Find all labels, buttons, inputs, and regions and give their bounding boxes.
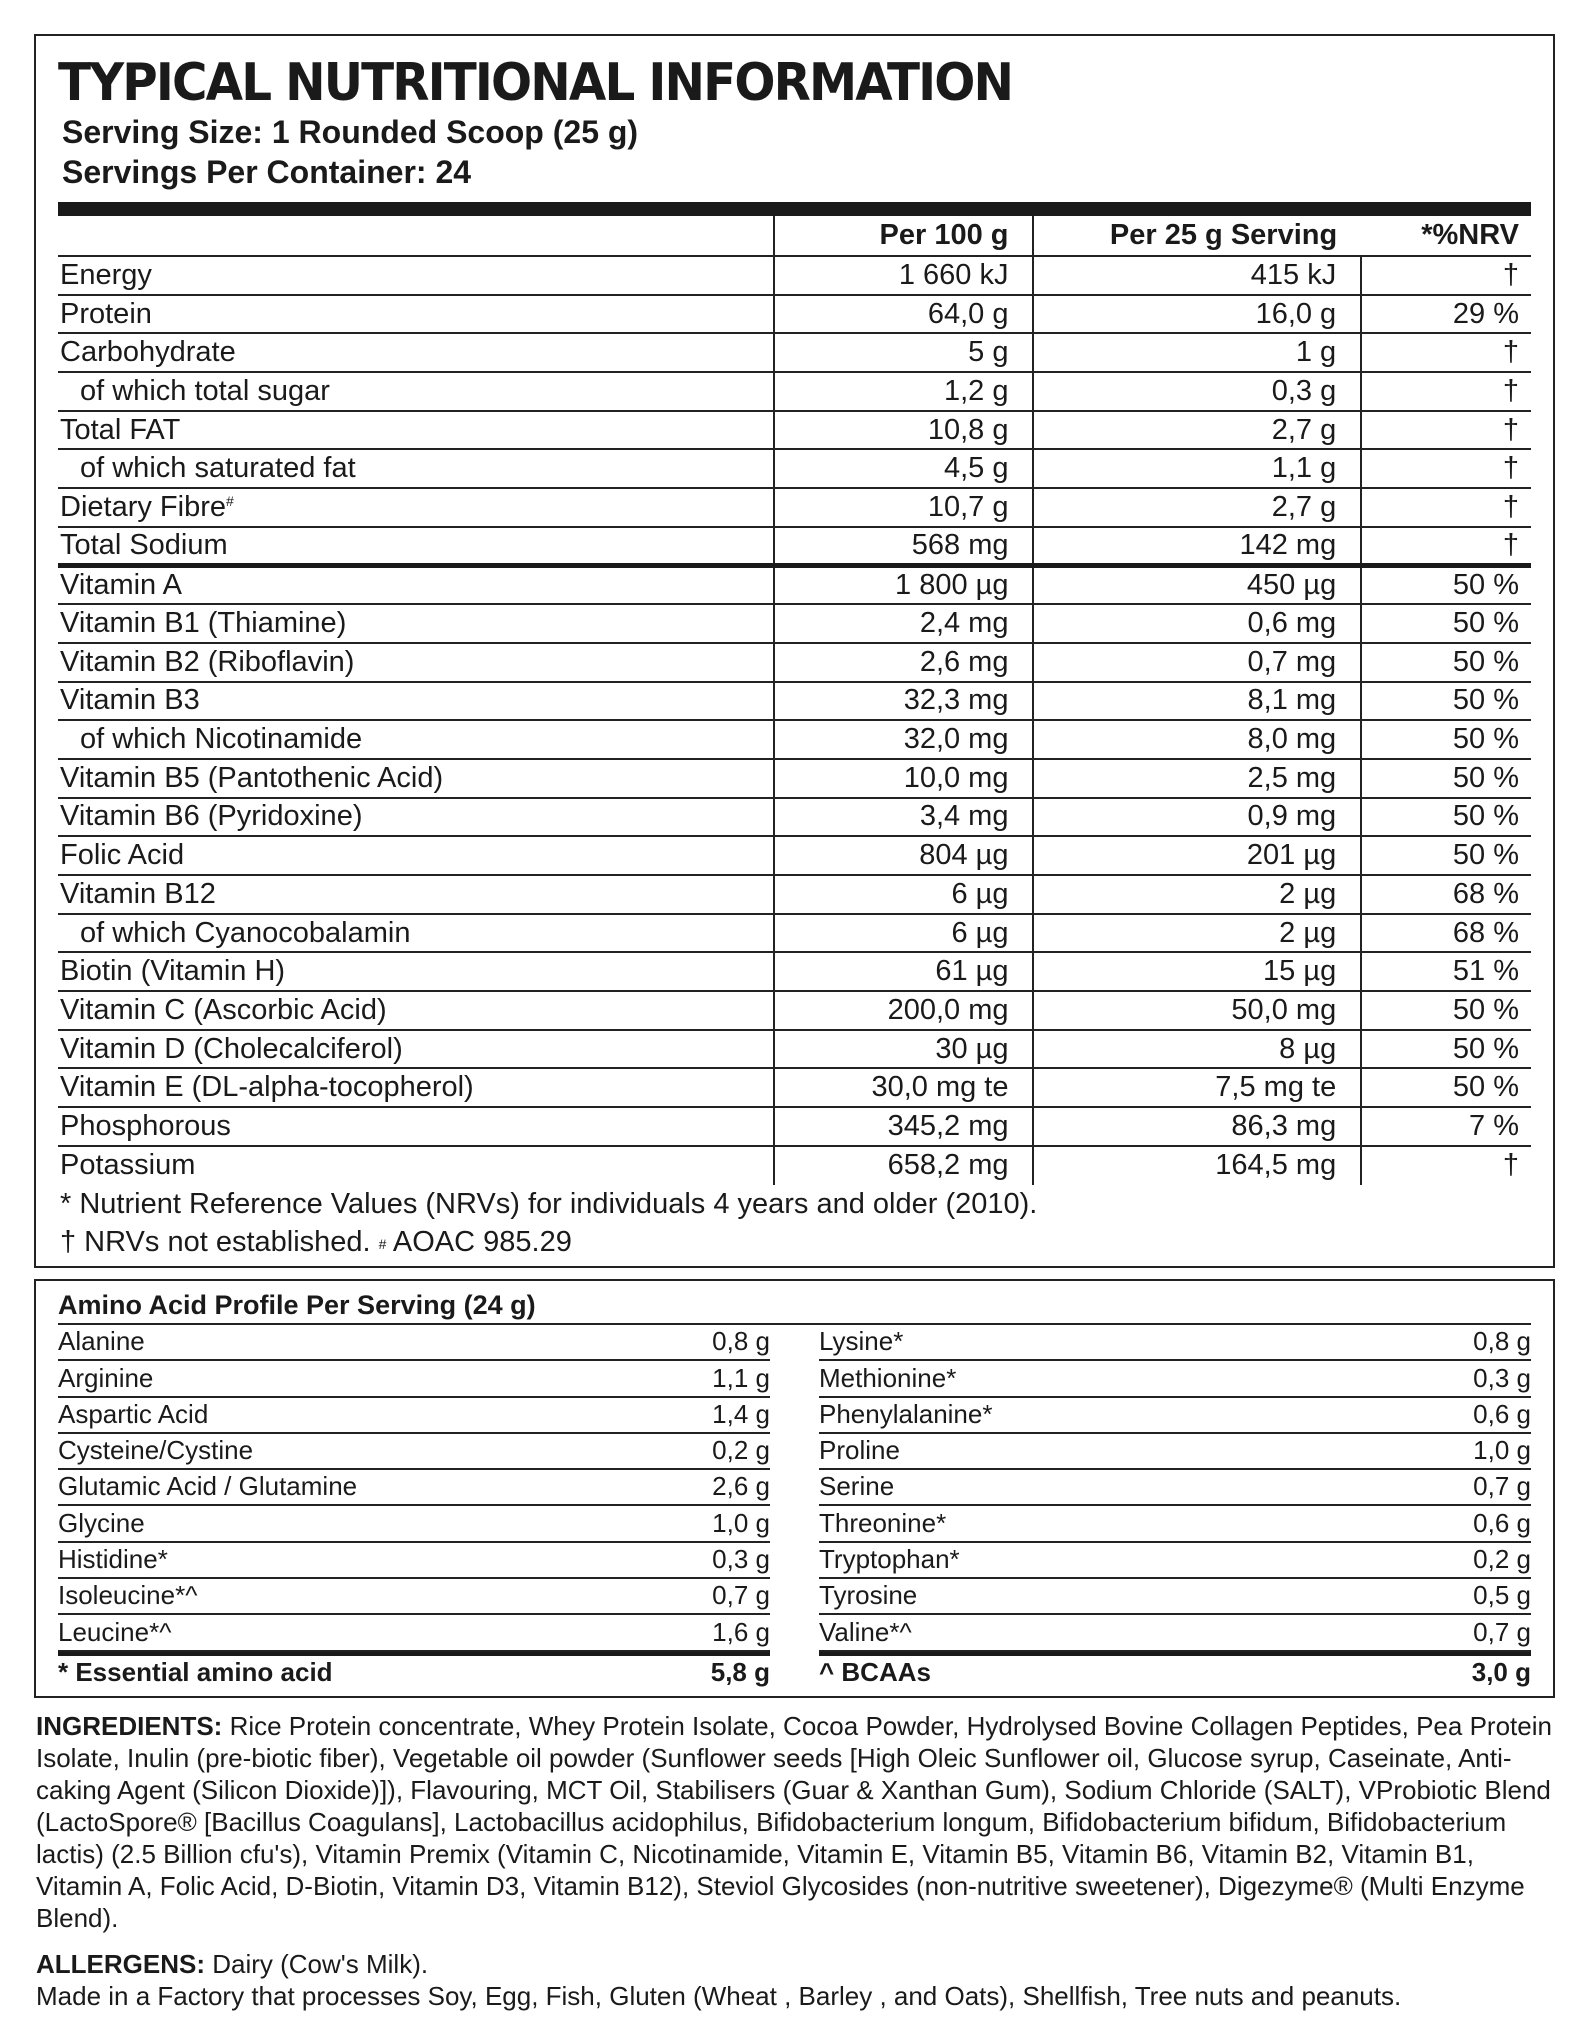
nutrient-per-100g: 30 µg bbox=[774, 1030, 1034, 1069]
nutrient-per-100g: 10,8 g bbox=[774, 411, 1034, 450]
nutrient-name: Folic Acid bbox=[58, 836, 774, 875]
nutrient-per-serving: 142 mg bbox=[1033, 527, 1361, 566]
nutrient-per-serving: 8,0 mg bbox=[1033, 720, 1361, 759]
nutrition-row bbox=[58, 295, 1531, 334]
nutrition-row bbox=[58, 1068, 1531, 1107]
amino-value: 0,7 g bbox=[712, 1580, 770, 1611]
nutrient-per-100g: 10,7 g bbox=[774, 488, 1034, 527]
footnote-hash: # bbox=[378, 1235, 387, 1252]
nutrition-row bbox=[58, 914, 1531, 953]
nutrient-per-100g: 5 g bbox=[774, 333, 1034, 372]
amino-name: Lysine* bbox=[819, 1326, 904, 1357]
nutrient-name: Vitamin B6 (Pyridoxine) bbox=[58, 798, 774, 837]
allergens-section bbox=[36, 1948, 1556, 2012]
nutrient-per-serving: 7,5 mg te bbox=[1033, 1068, 1361, 1107]
amino-value: 0,7 g bbox=[1473, 1471, 1531, 1502]
amino-name: Alanine bbox=[58, 1326, 145, 1357]
amino-row bbox=[819, 1361, 1531, 1397]
amino-total-row bbox=[819, 1652, 1531, 1690]
amino-total-row bbox=[58, 1652, 770, 1690]
nutrient-nrv: 50 % bbox=[1361, 720, 1531, 759]
nutrient-per-serving: 2,5 mg bbox=[1033, 759, 1361, 798]
nutrient-per-100g: 3,4 mg bbox=[774, 798, 1034, 837]
amino-row bbox=[58, 1579, 770, 1615]
nutrition-row bbox=[58, 1030, 1531, 1069]
nutrient-name: Vitamin E (DL-alpha-tocopherol) bbox=[58, 1068, 774, 1107]
nutrient-nrv: 50 % bbox=[1361, 798, 1531, 837]
allergens-text: Dairy (Cow's Milk). bbox=[205, 1949, 429, 1979]
amino-total-name: ^ BCAAs bbox=[819, 1656, 931, 1687]
amino-value: 0,5 g bbox=[1473, 1580, 1531, 1611]
nutrient-per-100g: 804 µg bbox=[774, 836, 1034, 875]
nutrient-nrv: 50 % bbox=[1361, 1068, 1531, 1107]
amino-row bbox=[58, 1434, 770, 1470]
nutrient-name: Vitamin B2 (Riboflavin) bbox=[58, 643, 774, 682]
nutrient-per-100g: 6 µg bbox=[774, 914, 1034, 953]
nutrient-per-serving: 2 µg bbox=[1033, 914, 1361, 953]
amino-row bbox=[58, 1361, 770, 1397]
amino-row bbox=[819, 1615, 1531, 1651]
amino-column-right bbox=[819, 1325, 1531, 1690]
amino-value: 1,0 g bbox=[712, 1507, 770, 1538]
amino-name: Leucine*^ bbox=[58, 1616, 172, 1647]
nutrition-row bbox=[58, 372, 1531, 411]
nutrition-row bbox=[58, 604, 1531, 643]
nutrient-name: Total FAT bbox=[58, 411, 774, 450]
serving-size: Serving Size: 1 Rounded Scoop (25 g) bbox=[62, 114, 639, 150]
nutrient-name: of which total sugar bbox=[58, 372, 774, 411]
amino-name: Proline bbox=[819, 1435, 900, 1466]
footnote-not-established bbox=[58, 1223, 1531, 1261]
ingredients-label: INGREDIENTS: bbox=[36, 1711, 223, 1741]
column-header-per-serving: Per 25 g Serving bbox=[1033, 216, 1361, 256]
nutrient-nrv: † bbox=[1361, 256, 1531, 295]
amino-value: 1,0 g bbox=[1473, 1435, 1531, 1466]
nutrient-per-100g: 10,0 mg bbox=[774, 759, 1034, 798]
header-divider bbox=[58, 202, 1531, 216]
nutrient-name: of which Cyanocobalamin bbox=[58, 914, 774, 953]
nutrition-row bbox=[58, 875, 1531, 914]
nutrition-row bbox=[58, 411, 1531, 450]
amino-row bbox=[819, 1579, 1531, 1615]
nutrient-superscript: # bbox=[226, 492, 234, 509]
nutrient-name: Vitamin B12 bbox=[58, 875, 774, 914]
amino-row bbox=[819, 1543, 1531, 1579]
nutrient-per-serving: 2 µg bbox=[1033, 875, 1361, 914]
amino-value: 1,6 g bbox=[712, 1616, 770, 1647]
amino-total-name: * Essential amino acid bbox=[58, 1656, 333, 1687]
nutrient-nrv: † bbox=[1361, 333, 1531, 372]
amino-row bbox=[58, 1470, 770, 1506]
nutrient-per-100g: 658,2 mg bbox=[774, 1146, 1034, 1185]
nutrition-row bbox=[58, 682, 1531, 721]
nutrient-per-100g: 6 µg bbox=[774, 875, 1034, 914]
nutrient-per-100g: 568 mg bbox=[774, 527, 1034, 566]
factory-statement: Made in a Factory that processes Soy, Egg, Fish, Gluten (Wheat , Barley , and Oats), Shellfish, Tree nuts and peanuts. bbox=[36, 1981, 1402, 2011]
amino-row bbox=[58, 1506, 770, 1542]
footnote-aoac-text: AOAC 985.29 bbox=[386, 1225, 572, 1258]
nutrient-per-serving: 0,7 mg bbox=[1033, 643, 1361, 682]
nutrition-title: TYPICAL NUTRITIONAL INFORMATION bbox=[58, 53, 1013, 113]
amino-value: 1,1 g bbox=[712, 1362, 770, 1393]
nutrient-nrv: 50 % bbox=[1361, 682, 1531, 721]
nutrient-nrv: 50 % bbox=[1361, 1030, 1531, 1069]
nutrient-name: Protein bbox=[58, 295, 774, 334]
nutrient-per-100g: 200,0 mg bbox=[774, 991, 1034, 1030]
amino-name: Glycine bbox=[58, 1507, 145, 1538]
nutrition-row bbox=[58, 991, 1531, 1030]
nutrition-panel bbox=[34, 34, 1555, 1268]
nutrient-nrv: 50 % bbox=[1361, 836, 1531, 875]
nutrition-row bbox=[58, 256, 1531, 295]
column-header-per-100g: Per 100 g bbox=[774, 216, 1034, 256]
amino-total-value: 5,8 g bbox=[710, 1656, 770, 1687]
nutrition-row bbox=[58, 720, 1531, 759]
nutrient-per-100g: 32,0 mg bbox=[774, 720, 1034, 759]
amino-name: Cysteine/Cystine bbox=[58, 1435, 254, 1466]
amino-name: Histidine* bbox=[58, 1544, 168, 1575]
nutrient-name: Potassium bbox=[60, 1149, 196, 1182]
nutrient-per-serving: 50,0 mg bbox=[1033, 991, 1361, 1030]
nutrient-name: Energy bbox=[58, 256, 774, 295]
nutrient-per-serving: 16,0 g bbox=[1033, 295, 1361, 334]
nutrient-name: Biotin (Vitamin H) bbox=[58, 952, 774, 991]
nutrient-name: Vitamin B3 bbox=[58, 682, 774, 721]
nutrient-nrv: 50 % bbox=[1361, 991, 1531, 1030]
nutrient-per-serving: 8,1 mg bbox=[1033, 682, 1361, 721]
amino-value: 0,2 g bbox=[712, 1435, 770, 1466]
amino-row bbox=[58, 1325, 770, 1361]
nutrient-name: of which Nicotinamide bbox=[58, 720, 774, 759]
nutrient-per-serving: 0,6 mg bbox=[1033, 604, 1361, 643]
amino-name: Glutamic Acid / Glutamine bbox=[58, 1471, 358, 1502]
nutrition-row bbox=[58, 643, 1531, 682]
nutrient-per-100g: 4,5 g bbox=[774, 449, 1034, 488]
amino-row bbox=[58, 1543, 770, 1579]
nutrient-nrv: 29 % bbox=[1361, 295, 1531, 334]
amino-row bbox=[58, 1615, 770, 1651]
nutrition-row bbox=[58, 333, 1531, 372]
nutrition-row bbox=[58, 798, 1531, 837]
nutrient-name: Phosphorous bbox=[58, 1107, 774, 1146]
amino-value: 0,6 g bbox=[1473, 1398, 1531, 1429]
amino-panel bbox=[34, 1279, 1555, 1698]
nutrient-per-100g: 2,4 mg bbox=[774, 604, 1034, 643]
amino-name: Tryptophan* bbox=[819, 1544, 960, 1575]
nutrient-per-serving: 1 g bbox=[1033, 333, 1361, 372]
nutrient-per-serving: 8 µg bbox=[1033, 1030, 1361, 1069]
nutrient-per-serving: 15 µg bbox=[1033, 952, 1361, 991]
nutrient-name: Vitamin B1 (Thiamine) bbox=[58, 604, 774, 643]
nutrient-name: Total Sodium bbox=[58, 527, 774, 566]
amino-value: 1,4 g bbox=[712, 1398, 770, 1429]
nutrient-nrv: 68 % bbox=[1361, 914, 1531, 953]
nutrient-per-serving: 0,9 mg bbox=[1033, 798, 1361, 837]
amino-heading: Amino Acid Profile Per Serving (24 g) bbox=[58, 1287, 1531, 1325]
nutrient-nrv: † bbox=[1361, 1146, 1531, 1185]
amino-row bbox=[819, 1434, 1531, 1470]
nutrient-per-100g: 32,3 mg bbox=[774, 682, 1034, 721]
nutrient-per-serving: 86,3 mg bbox=[1033, 1107, 1361, 1146]
nutrient-nrv: 50 % bbox=[1361, 566, 1531, 605]
allergens-label: ALLERGENS: bbox=[36, 1949, 205, 1979]
amino-value: 0,3 g bbox=[712, 1544, 770, 1575]
nutrient-per-100g: 345,2 mg bbox=[774, 1107, 1034, 1146]
amino-row bbox=[58, 1398, 770, 1434]
amino-name: Methionine* bbox=[819, 1362, 957, 1393]
footnote-nrv: * Nutrient Reference Values (NRVs) for individuals 4 years and older (2010). bbox=[60, 1187, 1038, 1220]
amino-row bbox=[819, 1325, 1531, 1361]
servings-per-container: Servings Per Container: 24 bbox=[62, 154, 472, 190]
nutrient-nrv: 50 % bbox=[1361, 604, 1531, 643]
nutrient-name: Carbohydrate bbox=[58, 333, 774, 372]
nutrient-per-100g: 1 660 kJ bbox=[774, 256, 1034, 295]
nutrient-nrv: † bbox=[1361, 527, 1531, 566]
nutrition-row bbox=[58, 836, 1531, 875]
amino-name: Phenylalanine* bbox=[819, 1398, 993, 1429]
amino-value: 0,7 g bbox=[1473, 1616, 1531, 1647]
ingredients-text: Rice Protein concentrate, Whey Protein Isolate, Cocoa Powder, Hydrolysed Bovine Collagen Peptides, Pea Protein Isolate, Inulin (pre-biotic fiber), Vegetable oil powder (Sunflower seeds [High Oleic Sunflower oil, Glucose syrup, Caseinate, Anti-caking Agent (Silicon Dioxide)]), Flavouring, MCT Oil, Stabilisers (Guar & Xanthan Gum), Sodium Chloride (SALT), VProbiotic Blend (LactoSpore® [Bacillus Coagulans], Lactobacillus acidophilus, Bifidobacterium longum, Bifidobacterium bifidum, Bifidobacterium lactis) (2.5 Billion cfu's), Vitamin Premix (Vitamin C, Nicotinamide, Vitamin E, Vitamin B5, Vitamin B6, Vitamin B2, Vitamin B1, Vitamin A, Folic Acid, D-Biotin, Vitamin D3, Vitamin B12), Steviol Glycosides (non-nutritive sweetener), Digezyme® (Multi Enzyme Blend). bbox=[36, 1711, 1552, 1933]
nutrient-nrv: † bbox=[1361, 449, 1531, 488]
nutrition-row bbox=[58, 1107, 1531, 1146]
nutrition-row bbox=[58, 488, 1531, 527]
amino-value: 0,6 g bbox=[1473, 1507, 1531, 1538]
nutrient-name: Vitamin C (Ascorbic Acid) bbox=[58, 991, 774, 1030]
nutrient-per-100g: 1 800 µg bbox=[774, 566, 1034, 605]
nutrient-per-serving: 2,7 g bbox=[1033, 411, 1361, 450]
footnote-dagger-text: † NRVs not established. bbox=[60, 1225, 371, 1258]
nutrition-row bbox=[58, 566, 1531, 605]
nutrient-per-serving: 0,3 g bbox=[1033, 372, 1361, 411]
amino-total-value: 3,0 g bbox=[1471, 1656, 1531, 1687]
nutrition-row bbox=[58, 759, 1531, 798]
column-header-nrv: *%NRV bbox=[1361, 216, 1531, 256]
nutrition-table-header bbox=[58, 216, 1531, 256]
amino-value: 0,8 g bbox=[1473, 1326, 1531, 1357]
nutrition-row bbox=[58, 1146, 1531, 1185]
nutrient-per-100g: 2,6 mg bbox=[774, 643, 1034, 682]
amino-row bbox=[819, 1398, 1531, 1434]
nutrient-per-100g: 30,0 mg te bbox=[774, 1068, 1034, 1107]
amino-value: 0,3 g bbox=[1473, 1362, 1531, 1393]
nutrient-nrv: 51 % bbox=[1361, 952, 1531, 991]
amino-name: Tyrosine bbox=[819, 1580, 918, 1611]
amino-name: Isoleucine*^ bbox=[58, 1580, 198, 1611]
nutrient-name: Vitamin A bbox=[58, 566, 774, 605]
nutrient-per-serving: 164,5 mg bbox=[1033, 1146, 1361, 1185]
nutrient-name: Vitamin D (Cholecalciferol) bbox=[58, 1030, 774, 1069]
amino-value: 0,8 g bbox=[712, 1326, 770, 1357]
column-header-nutrient bbox=[58, 216, 774, 256]
nutrient-nrv: † bbox=[1361, 411, 1531, 450]
nutrient-nrv: † bbox=[1361, 488, 1531, 527]
nutrient-nrv: † bbox=[1361, 372, 1531, 411]
amino-value: 0,2 g bbox=[1473, 1544, 1531, 1575]
ingredients-paragraph bbox=[36, 1710, 1556, 1934]
nutrient-name: of which saturated fat bbox=[58, 449, 774, 488]
nutrient-nrv: 50 % bbox=[1361, 643, 1531, 682]
nutrient-nrv: 68 % bbox=[1361, 875, 1531, 914]
amino-name: Threonine* bbox=[819, 1507, 947, 1538]
nutrition-row bbox=[58, 449, 1531, 488]
nutrient-per-100g: 64,0 g bbox=[774, 295, 1034, 334]
nutrient-nrv: 7 % bbox=[1361, 1107, 1531, 1146]
nutrient-nrv: 50 % bbox=[1361, 759, 1531, 798]
nutrient-name: Dietary Fibre# bbox=[58, 488, 774, 527]
nutrient-per-serving: 2,7 g bbox=[1033, 488, 1361, 527]
nutrient-per-100g: 61 µg bbox=[774, 952, 1034, 991]
nutrient-per-serving: 1,1 g bbox=[1033, 449, 1361, 488]
nutrient-per-100g: 1,2 g bbox=[774, 372, 1034, 411]
amino-name: Arginine bbox=[58, 1362, 154, 1393]
nutrition-row bbox=[58, 527, 1531, 566]
amino-row bbox=[819, 1470, 1531, 1506]
nutrient-per-serving: 450 µg bbox=[1033, 566, 1361, 605]
nutrient-per-serving: 415 kJ bbox=[1033, 256, 1361, 295]
amino-name: Valine*^ bbox=[819, 1616, 912, 1647]
amino-name: Serine bbox=[819, 1471, 895, 1502]
amino-name: Aspartic Acid bbox=[58, 1398, 209, 1429]
nutrient-name: Vitamin B5 (Pantothenic Acid) bbox=[58, 759, 774, 798]
amino-value: 2,6 g bbox=[712, 1471, 770, 1502]
nutrition-table bbox=[58, 216, 1531, 1185]
amino-column-left bbox=[58, 1325, 770, 1690]
nutrient-per-serving: 201 µg bbox=[1033, 836, 1361, 875]
nutrition-row bbox=[58, 952, 1531, 991]
amino-row bbox=[819, 1506, 1531, 1542]
